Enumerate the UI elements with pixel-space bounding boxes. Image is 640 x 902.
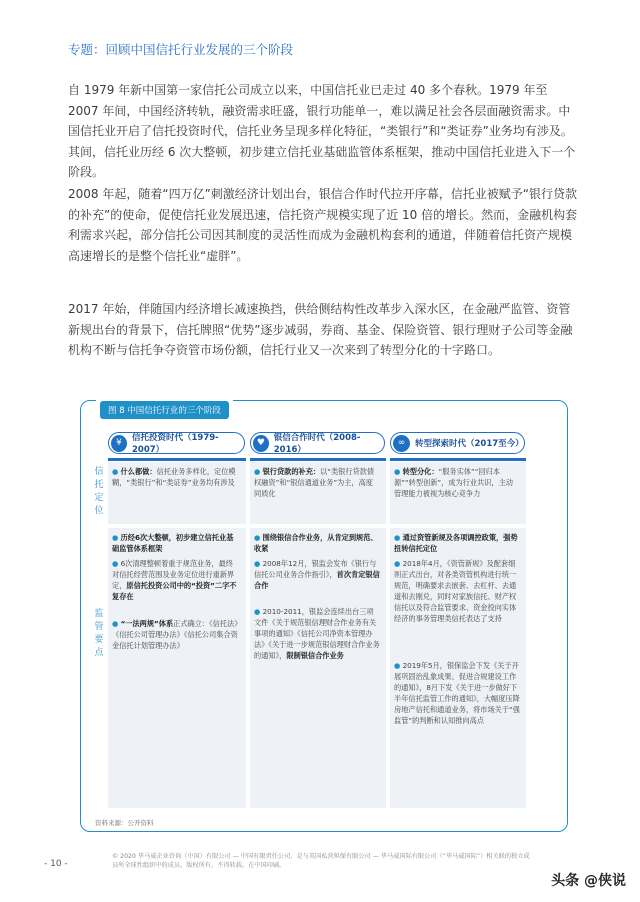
bullet-icon: ● <box>112 467 121 476</box>
phase-header-2 <box>250 432 385 454</box>
figure-source: 资料来源：公开资料 <box>95 819 154 827</box>
yuan-coin-icon: ¥ <box>111 435 127 452</box>
handshake-icon: ♥ <box>253 435 269 452</box>
r2-c2-item-1: ● 围绕银信合作业务，从肯定到规范、收紧 <box>254 533 378 553</box>
paragraph-3: 2017 年始，伴随国内经济增长减速换挡，供给侧结构性改革步入深水区，在金融严监管、资管新规出台的背景下，信托牌照“优势”逐步减弱，券商、基金、保险资管、银行理财子公司等金融机构不断与信托争夺资管市场份额，信托行业又一次来到了转型分化的十字路口。 <box>68 302 573 357</box>
bullet-icon: ● <box>112 533 121 542</box>
section-heading: 专题：回顾中国信托行业发展的三个阶段 <box>68 42 294 57</box>
r2-c1-item-2: ● 6次清理整顿着重于规范业务，最终对信托经营范围及业务定位进行重新界定，原信托投资公司中的“投资”二字不复存在 <box>112 559 237 601</box>
r2-c1-item-1: ● 历经6次大整顿，初步建立信托业基础监管体系框架 <box>112 533 234 553</box>
phase-label-2: 银信合作时代（2008-2016） <box>273 433 361 455</box>
r2-c2-item-2: ● 2008年12月，银监会发布《银行与信托公司业务合作指引》，首次肯定银信合作 <box>254 559 380 590</box>
watermark: 头条 @侠说 <box>551 873 626 889</box>
phase-bar-2 <box>250 458 386 461</box>
phase-header-1 <box>108 432 245 454</box>
r2-c3-item-1: ● 通过资管新规及各项调控政策，强势扭转信托定位 <box>394 533 518 553</box>
phase-bar-1 <box>108 458 246 461</box>
r2-c2-item-3: ● 2010-2011，银监会连续出台三项文件《关于规范银信理财合作业务有关事项的通知》《信托公司净资本管理办法》《关于进一步规范银信理财合作业务的通知》，限制银信合作业务 <box>254 607 380 660</box>
r1-c2-text: ● 银行贷款的补充：以“类银行贷款债权融资”和“银信通道业务”为主，高度同质化 <box>254 467 375 498</box>
bullet-icon: ● <box>254 533 263 542</box>
page-number: - 10 - <box>44 859 68 869</box>
copyright-footer: © 2020 毕马威企业咨询（中国）有限公司 — 中国有限责任公司，是与英国私营担保有限公司 — 毕马威国际有限公司（“毕马威国际”）相关联的独立成员所全球性组织中的成员。版权所有，不得转载。在中国印刷。 <box>112 853 530 869</box>
row-label-positioning: 信托定位 <box>94 467 104 516</box>
bullet-icon: ● <box>254 607 263 616</box>
phase-label-3: 转型探索时代（2017至今） <box>415 439 524 449</box>
bullet-icon: ● <box>394 533 403 542</box>
phase-label-1: 信托投资时代（1979-2007） <box>132 433 219 455</box>
figure-title-box <box>96 398 233 419</box>
bullet-icon: ● <box>394 661 403 670</box>
figure-title: 图 8 中国信托行业的三个阶段 <box>100 401 229 419</box>
r2-c3-item-3: ● 2019年5月，银保监会下发《关于开展巩固治乱象成果、促进合规建设工作的通知》，8月下发《关于进一步做好下半年信托监管工作的通知》，大幅度压降房地产信托和通道业务，将市场关于“强监管”的判断和认知推向高点 <box>394 661 520 725</box>
phase-header-3 <box>390 432 525 454</box>
r1-c1-text: ● 什么都做：信托业务多样化，定位模糊，“类银行”和“类证券”业务均有涉及 <box>112 467 236 487</box>
r2-c3-item-2: ● 2018年4月，《资管新规》及配套细则正式出台，对各类资管机构进行统一规范，明确要求去嵌套、去杠杆、去通道和去刚兑，同时对家族信托、财产权信托以及符合监管要求、资金投向实体经济的事务管理类信托表达了支持 <box>394 559 517 623</box>
bullet-icon: ● <box>112 559 121 568</box>
bullet-icon: ● <box>394 467 403 476</box>
row-label-regulation: 监管要点 <box>94 609 104 658</box>
bullet-icon: ● <box>394 559 403 568</box>
paragraph-2: 2008 年起，随着“四万亿”刺激经济计划出台，银信合作时代拉开序幕，信托业被赋予“银行贷款的补充”的使命，促使信托业发展迅速，信托资产规模实现了近 10 倍的增长。然而，金融机构套利需求兴起，部分信托公司因其制度的灵活性而成为金融机构套利的通道，伴随着信托资产规模高速增长的是整个信托业“虚胖”。 <box>68 187 578 263</box>
bullet-icon: ● <box>254 467 263 476</box>
r2-c1-item-3: ● “一法两规”体系正式确立：《信托法》《信托公司管理办法》《信托公司集合资金信托计划管理办法》 <box>112 619 238 650</box>
phase-bar-3 <box>390 458 526 461</box>
paragraph-1: 自 1979 年新中国第一家信托公司成立以来，中国信托业已走过 40 多个春秋。1979 年至 2007 年间，中国经济转轨，融资需求旺盛，银行功能单一，难以满足社会各层面融资需求。中国信托业开启了信托投资时代，信托业务呈现多样化特征，“类银行”和“类证券”业务均有涉及。其间，信托业历经 6 次大整顿，初步建立信托业基础监管体系框架，推动中国信托业进入下一个阶段。 <box>68 83 576 179</box>
r1-c3-text: ● 转型分化：“服务实体”“回归本源”“转型创新”，成为行业共识，主动管理能力被视为核心竞争力 <box>394 467 513 498</box>
link-cycle-icon: ∞ <box>393 435 410 452</box>
bullet-icon: ● <box>254 559 263 568</box>
bullet-icon: ● <box>112 619 121 628</box>
